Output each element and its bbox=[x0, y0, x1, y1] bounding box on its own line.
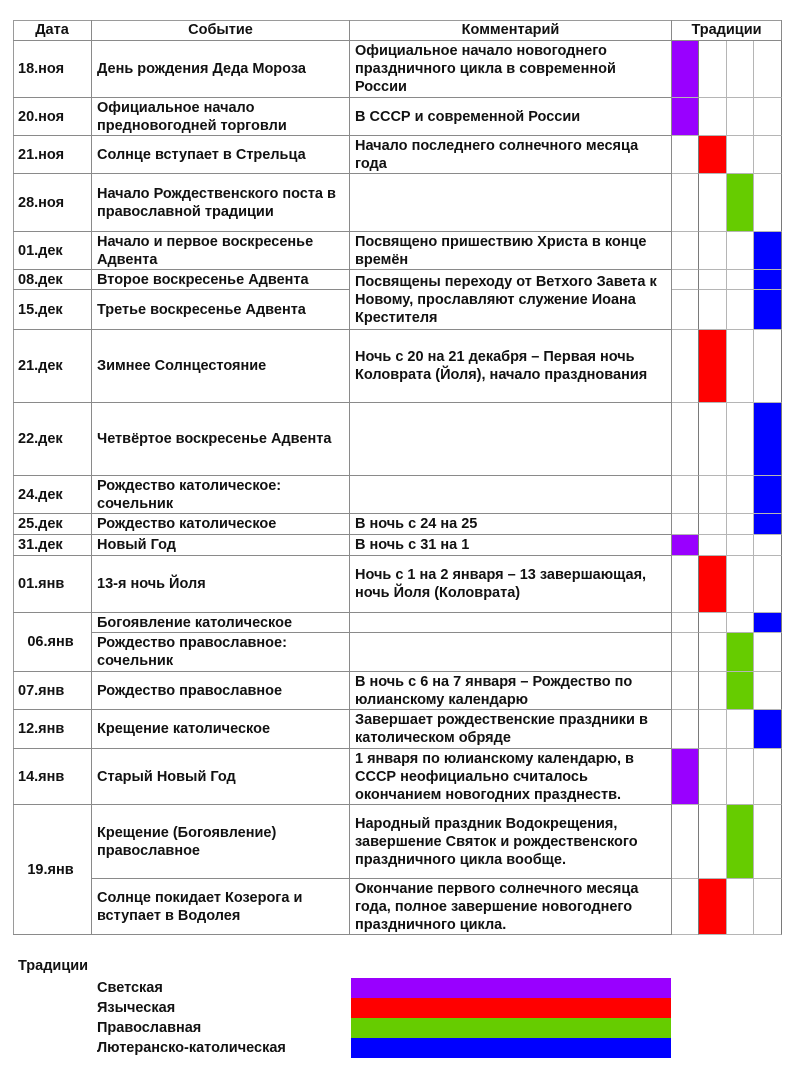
comment-cell: Официальное начало новогоднего праздничного цикла в современной России bbox=[350, 41, 672, 98]
event-cell: Солнце вступает в Стрельца bbox=[92, 136, 350, 174]
comment-cell bbox=[350, 633, 672, 672]
tradition-cell bbox=[699, 514, 727, 535]
tradition-cell bbox=[699, 98, 727, 136]
header-date: Дата bbox=[13, 20, 92, 41]
comment-cell: Народный праздник Водокрещения, завершение Святок и рождественского праздничного цикла вообще. bbox=[350, 805, 672, 879]
tradition-cell bbox=[754, 879, 782, 935]
event-cell: Крещение (Богоявление) православное bbox=[92, 805, 350, 879]
tradition-cell bbox=[699, 535, 727, 556]
tradition-marker-lutheran-catholic bbox=[754, 270, 782, 290]
comment-cell: В ночь с 31 на 1 bbox=[350, 535, 672, 556]
event-cell: Начало и первое воскресенье Адвента bbox=[92, 232, 350, 270]
tradition-cell bbox=[727, 98, 754, 136]
event-cell: Второе воскресенье Адвента bbox=[92, 270, 350, 290]
date-cell: 06.янв bbox=[13, 613, 92, 672]
tradition-cell bbox=[727, 879, 754, 935]
tradition-cell bbox=[727, 290, 754, 330]
tradition-marker-lutheran-catholic bbox=[754, 514, 782, 535]
header-event: Событие bbox=[92, 20, 350, 41]
date-cell: 21.ноя bbox=[13, 136, 92, 174]
tradition-marker-orthodox bbox=[727, 174, 754, 232]
tradition-cell bbox=[672, 633, 699, 672]
event-cell: Рождество католическое bbox=[92, 514, 350, 535]
tradition-cell bbox=[727, 232, 754, 270]
tradition-cell bbox=[699, 672, 727, 710]
legend-swatch-secular bbox=[351, 978, 671, 998]
legend-swatch-lutheran-catholic bbox=[351, 1038, 671, 1058]
tradition-cell bbox=[672, 290, 699, 330]
tradition-cell bbox=[699, 633, 727, 672]
event-cell: Рождество православное bbox=[92, 672, 350, 710]
date-cell: 22.дек bbox=[13, 403, 92, 476]
tradition-cell bbox=[754, 633, 782, 672]
tradition-cell bbox=[672, 476, 699, 514]
comment-cell: Посвящены переходу от Ветхого Завета к Новому, прославляют служение Иоана Крестителя bbox=[350, 270, 672, 330]
comment-cell bbox=[350, 403, 672, 476]
tradition-cell bbox=[727, 403, 754, 476]
tradition-cell bbox=[672, 879, 699, 935]
tradition-cell bbox=[672, 270, 699, 290]
comment-cell: Завершает рождественские праздники в католическом обряде bbox=[350, 710, 672, 749]
tradition-marker-lutheran-catholic bbox=[754, 476, 782, 514]
legend-label-lutheran-catholic: Лютеранско-католическая bbox=[97, 1040, 286, 1056]
date-cell: 25.дек bbox=[13, 514, 92, 535]
legend-label-pagan: Языческая bbox=[97, 1000, 176, 1016]
tradition-cell bbox=[672, 330, 699, 403]
tradition-cell bbox=[727, 613, 754, 633]
tradition-cell bbox=[672, 232, 699, 270]
tradition-marker-pagan bbox=[699, 136, 727, 174]
tradition-cell bbox=[672, 613, 699, 633]
event-cell: Солнце покидает Козерога и вступает в Водолея bbox=[92, 879, 350, 935]
comment-cell bbox=[350, 174, 672, 232]
tradition-cell bbox=[672, 136, 699, 174]
tradition-cell bbox=[672, 174, 699, 232]
legend-label-orthodox: Православная bbox=[97, 1020, 202, 1036]
tradition-cell bbox=[754, 41, 782, 98]
legend-label-secular: Светская bbox=[97, 980, 163, 996]
tradition-marker-orthodox bbox=[727, 805, 754, 879]
tradition-marker-orthodox bbox=[727, 633, 754, 672]
tradition-marker-secular bbox=[672, 535, 699, 556]
tradition-cell bbox=[727, 330, 754, 403]
tradition-marker-secular bbox=[672, 41, 699, 98]
tradition-cell bbox=[727, 556, 754, 613]
event-cell: Богоявление католическое bbox=[92, 613, 350, 633]
tradition-cell bbox=[754, 535, 782, 556]
tradition-marker-orthodox bbox=[727, 672, 754, 710]
date-cell: 01.дек bbox=[13, 232, 92, 270]
event-cell: Третье воскресенье Адвента bbox=[92, 290, 350, 330]
legend-swatch-orthodox bbox=[351, 1018, 671, 1038]
tradition-marker-lutheran-catholic bbox=[754, 710, 782, 749]
tradition-cell bbox=[699, 174, 727, 232]
legend-title: Традиции bbox=[18, 958, 89, 974]
comment-cell: 1 января по юлианскому календарю, в СССР неофициально считалось окончанием новогодних празднеств. bbox=[350, 749, 672, 805]
tradition-marker-lutheran-catholic bbox=[754, 613, 782, 633]
legend-swatch-pagan bbox=[351, 998, 671, 1018]
tradition-cell bbox=[699, 710, 727, 749]
tradition-cell bbox=[727, 270, 754, 290]
tradition-cell bbox=[727, 514, 754, 535]
event-cell: Старый Новый Год bbox=[92, 749, 350, 805]
tradition-cell bbox=[699, 270, 727, 290]
event-cell: Крещение католическое bbox=[92, 710, 350, 749]
tradition-marker-lutheran-catholic bbox=[754, 232, 782, 270]
tradition-marker-pagan bbox=[699, 556, 727, 613]
event-cell: День рождения Деда Мороза bbox=[92, 41, 350, 98]
comment-cell bbox=[350, 476, 672, 514]
tradition-cell bbox=[727, 710, 754, 749]
date-cell: 07.янв bbox=[13, 672, 92, 710]
comment-cell: В СССР и современной России bbox=[350, 98, 672, 136]
date-cell: 21.дек bbox=[13, 330, 92, 403]
date-cell: 14.янв bbox=[13, 749, 92, 805]
tradition-cell bbox=[699, 749, 727, 805]
tradition-marker-secular bbox=[672, 98, 699, 136]
tradition-marker-secular bbox=[672, 749, 699, 805]
tradition-cell bbox=[727, 535, 754, 556]
date-cell: 28.ноя bbox=[13, 174, 92, 232]
tradition-cell bbox=[754, 98, 782, 136]
date-cell: 01.янв bbox=[13, 556, 92, 613]
tradition-cell bbox=[672, 556, 699, 613]
tradition-cell bbox=[754, 330, 782, 403]
tradition-marker-lutheran-catholic bbox=[754, 290, 782, 330]
tradition-cell bbox=[699, 476, 727, 514]
event-cell: Рождество католическое: сочельник bbox=[92, 476, 350, 514]
comment-cell: Ночь с 1 на 2 января – 13 завершающая, ночь Йоля (Коловрата) bbox=[350, 556, 672, 613]
holiday-table bbox=[13, 20, 782, 935]
date-cell: 15.дек bbox=[13, 290, 92, 330]
event-cell: Рождество православное: сочельник bbox=[92, 633, 350, 672]
tradition-cell bbox=[672, 403, 699, 476]
tradition-cell bbox=[699, 805, 727, 879]
tradition-marker-pagan bbox=[699, 879, 727, 935]
event-cell: Новый Год bbox=[92, 535, 350, 556]
tradition-cell bbox=[754, 174, 782, 232]
event-cell: Официальное начало предновогодней торговли bbox=[92, 98, 350, 136]
tradition-cell bbox=[754, 749, 782, 805]
tradition-cell bbox=[699, 232, 727, 270]
event-cell: Начало Рождественского поста в православной традиции bbox=[92, 174, 350, 232]
comment-cell: Начало последнего солнечного месяца года bbox=[350, 136, 672, 174]
tradition-cell bbox=[754, 556, 782, 613]
date-cell: 18.ноя bbox=[13, 41, 92, 98]
tradition-cell bbox=[699, 290, 727, 330]
comment-cell: Ночь с 20 на 21 декабря – Первая ночь Коловрата (Йоля), начало празднования bbox=[350, 330, 672, 403]
date-cell: 20.ноя bbox=[13, 98, 92, 136]
comment-cell bbox=[350, 613, 672, 633]
comment-cell: В ночь с 6 на 7 января – Рождество по юлианскому календарю bbox=[350, 672, 672, 710]
header-comment: Комментарий bbox=[350, 20, 672, 41]
tradition-cell bbox=[754, 136, 782, 174]
header-traditions: Традиции bbox=[672, 20, 782, 41]
date-cell: 08.дек bbox=[13, 270, 92, 290]
tradition-cell bbox=[672, 672, 699, 710]
comment-cell: Окончание первого солнечного месяца года, полное завершение новогоднего праздничного цикла. bbox=[350, 879, 672, 935]
comment-cell: В ночь с 24 на 25 bbox=[350, 514, 672, 535]
date-cell: 31.дек bbox=[13, 535, 92, 556]
event-cell: Четвёртое воскресенье Адвента bbox=[92, 403, 350, 476]
tradition-cell bbox=[727, 136, 754, 174]
tradition-cell bbox=[727, 749, 754, 805]
tradition-cell bbox=[672, 514, 699, 535]
date-cell: 12.янв bbox=[13, 710, 92, 749]
tradition-cell bbox=[699, 613, 727, 633]
tradition-cell bbox=[699, 41, 727, 98]
tradition-marker-lutheran-catholic bbox=[754, 403, 782, 476]
tradition-marker-pagan bbox=[699, 330, 727, 403]
tradition-cell bbox=[672, 805, 699, 879]
tradition-cell bbox=[727, 476, 754, 514]
event-cell: Зимнее Солнцестояние bbox=[92, 330, 350, 403]
tradition-cell bbox=[754, 805, 782, 879]
event-cell: 13-я ночь Йоля bbox=[92, 556, 350, 613]
tradition-cell bbox=[699, 403, 727, 476]
comment-cell: Посвящено пришествию Христа в конце времён bbox=[350, 232, 672, 270]
tradition-cell bbox=[672, 710, 699, 749]
date-cell: 19.янв bbox=[13, 805, 92, 935]
date-cell: 24.дек bbox=[13, 476, 92, 514]
tradition-cell bbox=[754, 672, 782, 710]
tradition-cell bbox=[727, 41, 754, 98]
